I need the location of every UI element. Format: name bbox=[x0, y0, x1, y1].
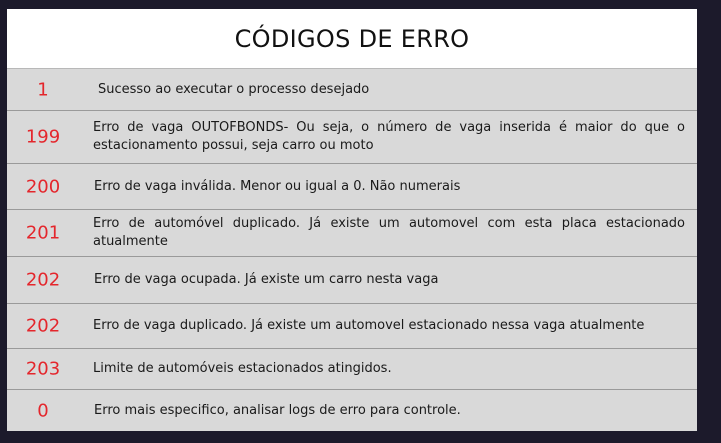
error-codes-table bbox=[7, 9, 697, 431]
error-code: 201 bbox=[25, 222, 61, 244]
table-row bbox=[7, 164, 697, 210]
error-code: 199 bbox=[25, 126, 61, 148]
error-description: Erro de vaga inválida. Menor ou igual a 0. Não numerais bbox=[94, 178, 461, 194]
error-code: 0 bbox=[37, 400, 49, 421]
table-row bbox=[7, 210, 697, 257]
error-code: 1 bbox=[37, 79, 49, 100]
error-code: 202 bbox=[25, 315, 61, 337]
error-description: Sucesso ao executar o processo desejado bbox=[98, 81, 370, 97]
table-row bbox=[7, 111, 697, 164]
table-row bbox=[7, 349, 697, 390]
table-row bbox=[7, 69, 697, 111]
error-description: Erro de vaga OUTOFBONDS- Ou seja, o número de vaga inserida é maior do que o estacionamento possui, seja carro ou moto bbox=[93, 120, 685, 153]
error-description: Erro mais especifico, analisar logs de erro para controle. bbox=[94, 402, 461, 418]
error-description: Erro de vaga ocupada. Já existe um carro nesta vaga bbox=[94, 272, 439, 287]
table-row bbox=[7, 304, 697, 349]
table-row bbox=[7, 390, 697, 431]
table-header bbox=[7, 9, 697, 69]
error-description: Erro de vaga duplicado. Já existe um automovel estacionado nessa vaga atualmente bbox=[93, 318, 645, 333]
error-description: Limite de automóveis estacionados atingidos. bbox=[93, 361, 392, 376]
table-row bbox=[7, 257, 697, 304]
table-title: CÓDIGOS DE ERRO bbox=[234, 24, 470, 53]
error-description: Erro de automóvel duplicado. Já existe um automovel com esta placa estacionado atualmente bbox=[93, 216, 685, 249]
error-code: 203 bbox=[25, 358, 61, 380]
error-code: 200 bbox=[25, 176, 61, 197]
error-code: 202 bbox=[25, 269, 61, 291]
